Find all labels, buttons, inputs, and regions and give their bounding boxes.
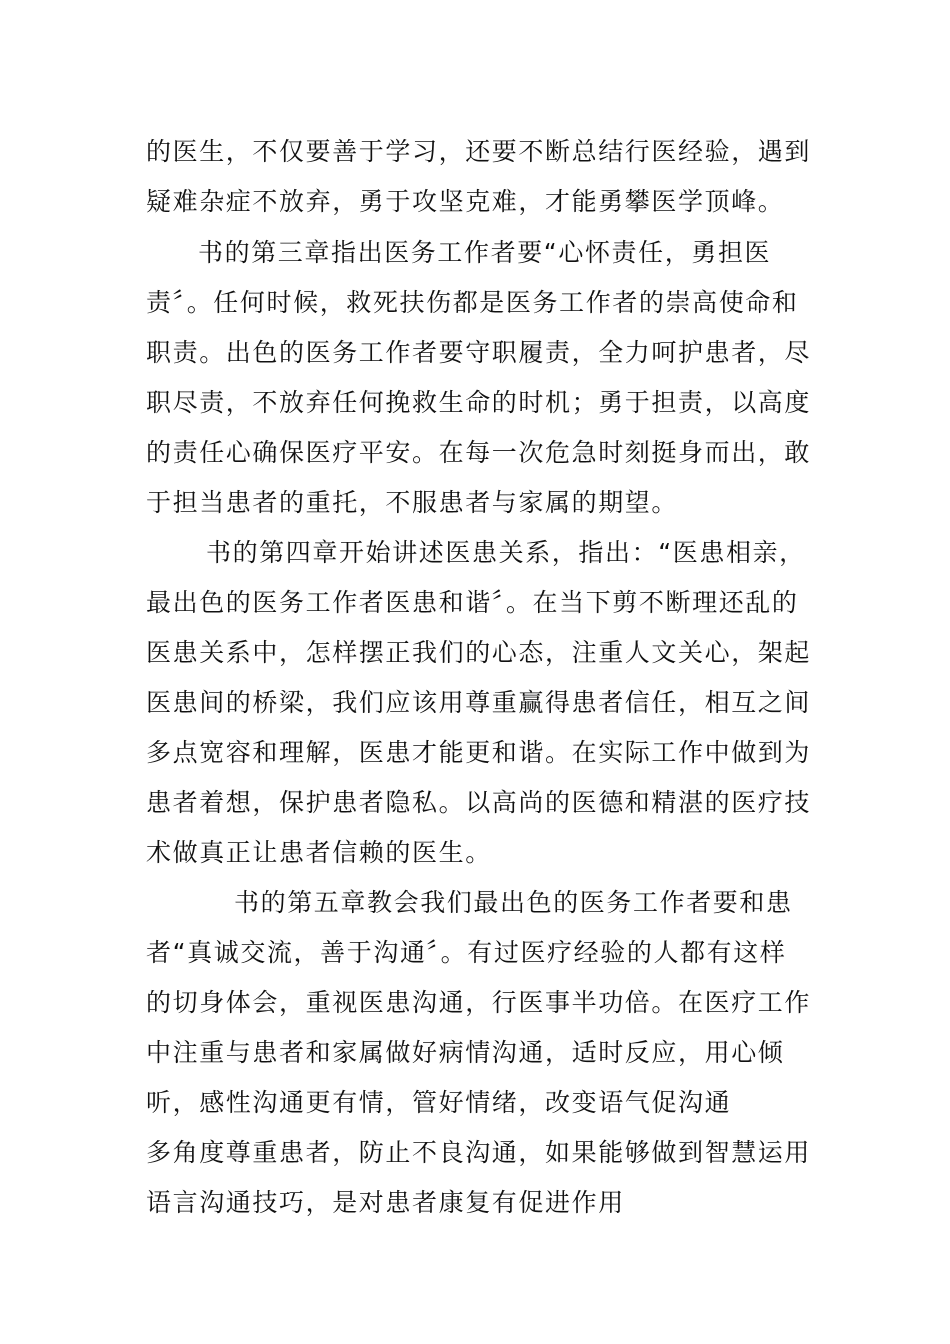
text-line: 医患间的桥梁，我们应该用尊重赢得患者信任，相互之间: [146, 688, 812, 717]
text-line: 多点宽容和理解，医患才能更和谐。在实际工作中做到为: [146, 738, 812, 767]
text-line: 术做真正让患者信赖的医生。: [146, 838, 492, 867]
text-line: 患者着想，保护患者隐私。以高尚的医德和精湛的医疗技: [146, 788, 812, 817]
text-line: 者“真诚交流，善于沟通〞。有过医疗经验的人都有这样: [146, 938, 787, 967]
text-line: 责〞。任何时候，救死扶伤都是医务工作者的崇高使命和: [146, 288, 799, 317]
text-line: 多角度尊重患者，防止不良沟通，如果能够做到智慧运用: [146, 1138, 812, 1167]
text-line: 于担当患者的重托，不服患者与家属的期望。: [146, 488, 679, 517]
text-line: 听，感性沟通更有情，管好情绪，改变语气促沟通: [146, 1088, 732, 1117]
text-line: 中注重与患者和家属做好病情沟通，适时反应，用心倾: [146, 1038, 785, 1067]
text-line: 最出色的医务工作者医患和谐〞。在当下剪不断理还乱的: [146, 588, 799, 617]
text-line: 医患关系中，怎样摆正我们的心态，注重人文关心，架起: [146, 638, 812, 667]
paragraph-start-line: 书的第三章指出医务工作者要“心怀责任，勇担医: [198, 238, 772, 267]
text-line: 疑难杂症不放弃，勇于攻坚克难，才能勇攀医学顶峰。: [146, 187, 785, 216]
text-line: 的责任心确保医疗平安。在每一次危急时刻挺身而出，敢: [146, 438, 812, 467]
paragraph-start-line: 书的第四章开始讲述医患关系，指出：“医患相亲，: [206, 538, 806, 567]
text-line: 的切身体会，重视医患沟通，行医事半功倍。在医疗工作: [146, 988, 812, 1017]
text-line: 职尽责，不放弃任何挽救生命的时机；勇于担责，以高度: [146, 388, 812, 417]
text-line: 语言沟通技巧，是对患者康复有促进作用: [146, 1188, 625, 1217]
text-line: 的医生，不仅要善于学习，还要不断总结行医经验，遇到: [146, 137, 812, 166]
paragraph-start-line: 书的第五章教会我们最出色的医务工作者要和患: [234, 888, 793, 917]
text-line: 职责。出色的医务工作者要守职履责，全力呵护患者，尽: [146, 338, 812, 367]
